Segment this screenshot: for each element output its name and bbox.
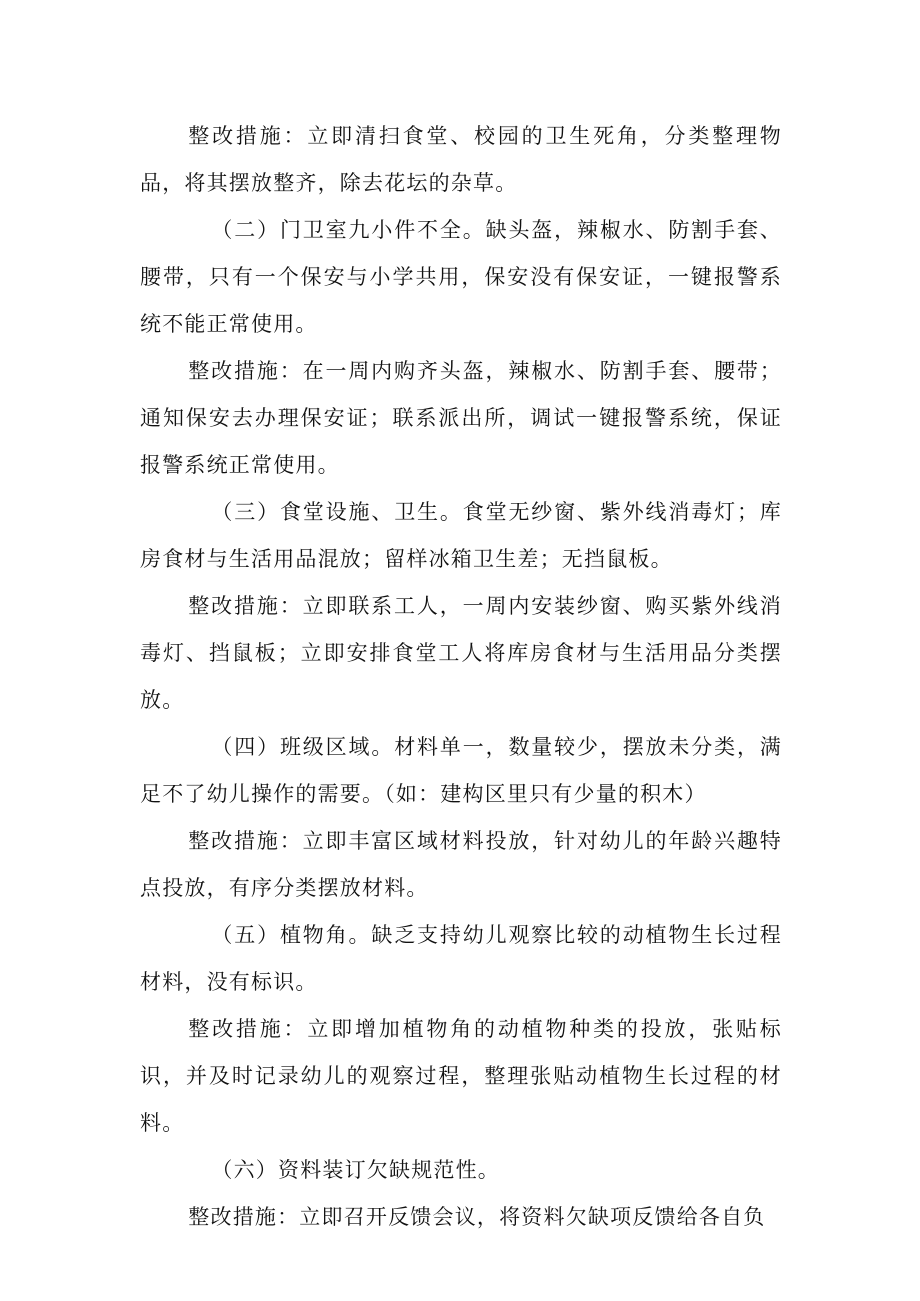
measure-paragraph: 整改措施：立即清扫食堂、校园的卫生死角，分类整理物品，将其摆放整齐，除去花坛的杂草。 [140,124,782,195]
measure-paragraph: 整改措施：立即丰富区域材料投放，针对幼儿的年龄兴趣特点投放，有序分类摆放材料。 [140,829,782,900]
issue-paragraph: （二）门卫室九小件不全。缺头盔，辣椒水、防割手套、腰带，只有一个保安与小学共用，保安没有保安证，一键报警系统不能正常使用。 [140,218,782,336]
measure-paragraph: 整改措施：在一周内购齐头盔，辣椒水、防割手套、腰带；通知保安去办理保安证；联系派出所，调试一键报警系统，保证报警系统正常使用。 [140,359,782,477]
document-body [140,113,782,1241]
issue-paragraph: （五）植物角。缺乏支持幼儿观察比较的动植物生长过程材料，没有标识。 [140,923,782,994]
issue-paragraph: （三）食堂设施、卫生。食堂无纱窗、紫外线消毒灯；库房食材与生活用品混放；留样冰箱卫生差；无挡鼠板。 [140,500,782,571]
issue-paragraph: （六）资料装订欠缺规范性。 [211,1158,500,1182]
measure-paragraph: 整改措施：立即增加植物角的动植物种类的投放，张贴标识，并及时记录幼儿的观察过程，整理张贴动植物生长过程的材料。 [140,1017,782,1135]
measure-paragraph: 整改措施：立即联系工人，一周内安装纱窗、购买紫外线消毒灯、挡鼠板；立即安排食堂工人将库房食材与生活用品分类摆放。 [140,594,782,712]
issue-paragraph: （四）班级区域。材料单一，数量较少，摆放未分类，满足不了幼儿操作的需要。（如：建构区里只有少量的积木） [140,735,782,806]
measure-paragraph: 整改措施：立即召开反馈会议，将资料欠缺项反馈给各自负 [188,1205,766,1229]
